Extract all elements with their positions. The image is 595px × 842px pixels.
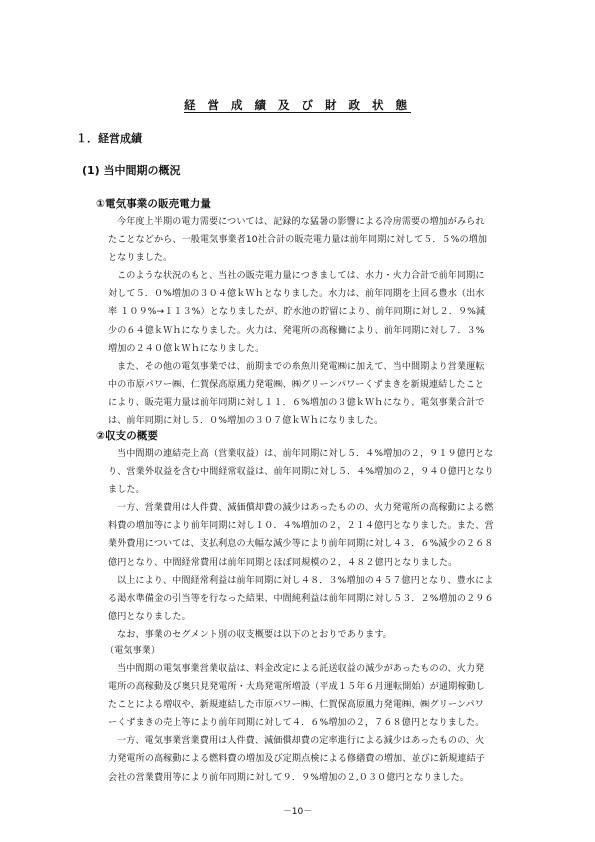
electric-heading: （電気事業）	[105, 646, 161, 656]
electric-segment-section	[105, 642, 553, 787]
paragraph-line: 増加の２４０億ｋＷｈになりました。	[108, 343, 265, 354]
paragraph-line: たことなどから、一般電気事業者10社合計の販売電力量は前年同期に対して５．５%の増加	[108, 235, 488, 246]
sales-heading: ①電気事業の販売電力量	[96, 198, 211, 210]
paragraph-line: 対して５．０%増加の３０４億ｋＷｈとなりました。水力は、前年同期を上回る豊水（出水	[108, 289, 485, 300]
paragraph-line: なお、事業のセグメント別の収支概要は以下のとおりであります。	[117, 629, 392, 640]
paragraph-line: 率 １０９%→１１３%）となりましたが、貯水池の貯留により、前年同期に対し２．９%減	[108, 307, 486, 318]
paragraph-line: 億円となり、中間経常費用は前年同期とほぼ同規模の２，４８２億円となりました。	[108, 557, 458, 568]
paragraph-line: る渇水準備金の引当等を行なった結果、中間純利益は前年同期に対し５３．２%増加の２９６	[108, 593, 494, 604]
paragraph-line: 少の６４億ｋＷｈになりました。火力は、発電所の高稼働により、前年同期に対し７．３%	[108, 325, 485, 336]
paragraph-line: ーくずまきの売上等により前年同期に対して４．６%増加の２，７６８億円となりました。	[108, 718, 485, 729]
paragraph-line: ました。	[108, 485, 145, 496]
paragraph-line: 力発電所の高稼動による燃料費の増加及び定期点検による修繕費の増加、並びに新規連結子	[108, 754, 485, 765]
paragraph-line: 当中間期の連結売上高（営業収益）は、前年同期に対し５．４%増加の２，９１９億円とな	[117, 449, 494, 459]
paragraph-line: 当中間期の電気事業営業収益は、料金改定による託送収益の減少があったものの、火力発	[117, 664, 485, 674]
paragraph-line: 業外費用については、支払利息の大幅な減少等により前年同期に対し４３．６%減少の２６８	[108, 539, 494, 550]
paragraph-line: 億円となりました。	[108, 611, 191, 622]
page-title-text: 経 営 成 績 及 び 財 政 状 態	[183, 98, 412, 112]
paragraph-line: 中の市原パワー㈱、仁賀保高原風力発電㈱、㈱グリーンパワーくずまきを新規連結したこと	[108, 379, 485, 390]
paragraph-line: 今年度上半期の電力需要については、記録的な猛暑の影響による冷房需要の増加がみられ	[117, 217, 485, 227]
income-section	[96, 427, 553, 644]
subsection-heading: (1) 当中間期の概況	[82, 164, 181, 177]
paragraph-line: 一方、営業費用は人件費、減価償却費の減少はあったものの、火力発電所の高稼動による燃	[117, 503, 494, 514]
paragraph-line: たことによる増収や、新規連結した市原パワー㈱、仁賀保高原風力発電㈱、㈱グリーンパワ	[108, 700, 484, 711]
paragraph-line: となりました。	[108, 253, 173, 264]
paragraph-line: 会社の営業費用等により前年同期に対して９．９%増加の２,０３０億円となりました。	[108, 772, 470, 783]
paragraph-line: 一方、電気事業営業費用は人件費、減価償却費の定率進行による減少はあったものの、火	[117, 736, 485, 747]
paragraph-line: 電所の高稼動及び奥只見発電所・大鳥発電所増設（平成１５年６月運転開始）が通期稼動し	[108, 682, 485, 693]
paragraph-line: このような状況のもと、当社の販売電力量につきましては、水力・火力合計で前年同期に	[117, 271, 485, 282]
income-heading: ②収支の概要	[96, 430, 158, 442]
sales-section	[96, 195, 553, 430]
paragraph-line: は、前年同期に対し５．０%増加の３０７億ｋＷｈになりました。	[108, 416, 384, 427]
paragraph-line: 以上により、中間経常利益は前年同期に対し４８．３%増加の４５７億円となり、豊水によ	[117, 575, 494, 586]
paragraph-line: により、販売電力量は前年同期に対し１１．６%増加の３億ｋＷｈになり、電気事業合計で	[108, 397, 485, 408]
page-number: －10－	[282, 807, 313, 817]
paragraph-line: また、その他の電気事業では、前期までの糸魚川発電㈱に加えて、当中間期より営業運転	[117, 361, 485, 372]
paragraph-line: 料費の増加等により前年同期に対し１０．４%増加の２，２１４億円となりました。また、営	[108, 521, 494, 532]
page-title	[0, 97, 595, 113]
paragraph-line: り、営業外収益を含む中間経常収益は、前年同期に対し５．４%増加の２，９４０億円となり	[108, 467, 494, 478]
section-heading: １．経営成績	[76, 132, 142, 145]
